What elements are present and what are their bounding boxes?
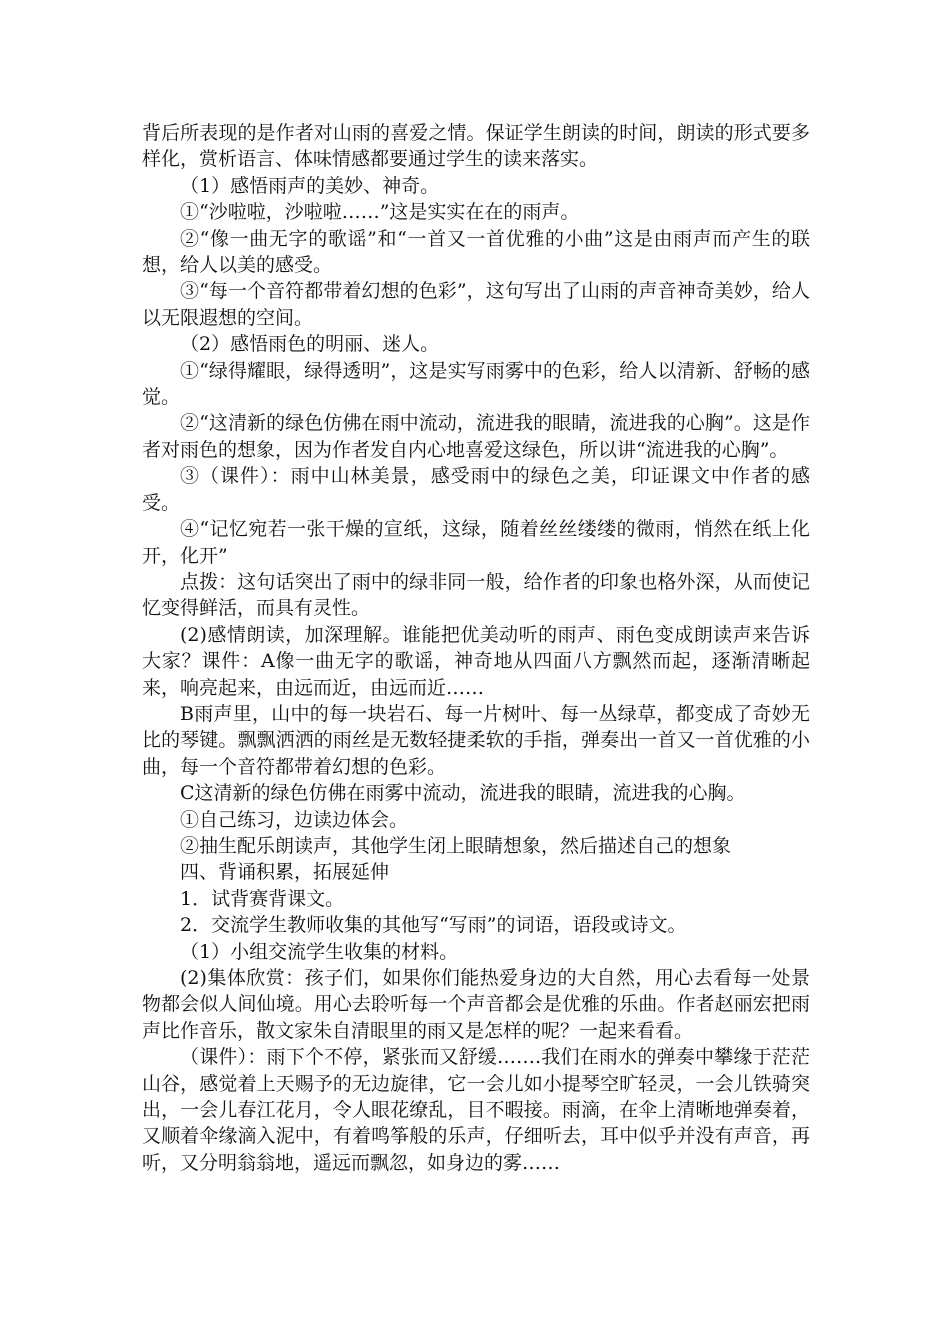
paragraph: （1）小组交流学生收集的材料。 (180, 940, 459, 963)
paragraph: ③“每一个音符都带着幻想的色彩”，这句写出了山雨的声音神奇美妙，给人以无限遐想的空间。 (142, 280, 810, 329)
paragraph: 背后所表现的是作者对山雨的喜爱之情。保证学生朗读的时间，朗读的形式要多样化，赏析语言、体味情感都要通过学生的读来落实。 (142, 122, 810, 171)
paragraph: ①“绿得耀眼，绿得透明”，这是实写雨雾中的色彩，给人以清新、舒畅的感觉。 (142, 359, 810, 409)
paragraph: （2）感悟雨色的明丽、迷人。 (180, 333, 440, 356)
paragraph: ③（课件）：雨中山林美景，感受雨中的绿色之美，印证课文中作者的感受。 (142, 465, 810, 514)
paragraph: 1．试背赛背课文。 (180, 887, 345, 910)
paragraph: ②“像一曲无字的歌谣”和“一首又一首优雅的小曲”这是由雨声而产生的联想，给人以美的感受。 (142, 227, 810, 277)
section-heading: 四、背诵积累，拓展延伸 (180, 861, 390, 884)
paragraph: (2)集体欣赏：孩子们，如果你们能热爱身边的大自然，用心去看每一处景物都会似人间仙境。用心去聆听每一个声音都会是优雅的乐曲。作者赵丽宏把雨声比作音乐，散文家朱自清眼里的雨又是怎样的呢？一起来看看。 (142, 967, 810, 1042)
paragraph: （课件）：雨下个不停，紧张而又舒缓…….我们在雨水的弹奏中攀缘于茫茫山谷，感觉着上天赐予的无边旋律，它一会儿如小提琴空旷轻灵，一会儿铁骑突出，一会儿春江花月，令人眼花缭乱，目不暇接。雨滴，在伞上清晰地弹奏着，又顺着伞缘滴入泥中，有着鸣筝般的乐声，仔细听去，耳中似乎并没有声音，再听，又分明翁翁地，遥远而飘忽，如身边的雾…… (142, 1046, 810, 1174)
document-body (142, 120, 810, 1176)
paragraph: ①“沙啦啦，沙啦啦……”这是实实在在的雨声。 (180, 201, 580, 224)
paragraph: （1）感悟雨声的美妙、神奇。 (180, 174, 440, 197)
paragraph: 2．交流学生教师收集的其他写“写雨”的词语，语段或诗文。 (180, 914, 687, 937)
paragraph: 点拨：这句话突出了雨中的绿非同一般，给作者的印象也格外深，从而使记忆变得鲜活，而具有灵性。 (142, 570, 810, 620)
paragraph: ②抽生配乐朗读声，其他学生闭上眼睛想象，然后描述自己的想象 (180, 834, 732, 857)
paragraph: B雨声里，山中的每一块岩石、每一片树叶、每一丛绿草，都变成了奇妙无比的琴键。飘飘洒洒的雨丝是无数轻捷柔软的手指，弹奏出一首又一首优雅的小曲，每一个音符都带着幻想的色彩。 (142, 702, 810, 778)
paragraph: ①自己练习，边读边体会。 (180, 808, 409, 831)
paragraph: (2)感情朗读，加深理解。谁能把优美动听的雨声、雨色变成朗读声来告诉大家？课件：A像一曲无字的歌谣，神奇地从四面八方飘然而起，逐渐清晰起来，响亮起来，由远而近，由远而近…… (142, 623, 810, 699)
paragraph: C这清新的绿色仿佛在雨雾中流动，流进我的眼睛，流进我的心胸。 (180, 782, 746, 805)
paragraph: ④“记忆宛若一张干燥的宣纸，这绿，随着丝丝缕缕的微雨，悄然在纸上化开，化开” (142, 518, 810, 567)
paragraph: ②“这清新的绿色仿佛在雨中流动，流进我的眼睛，流进我的心胸”。这是作者对雨色的想象，因为作者发自内心地喜爱这绿色，所以讲“流进我的心胸”。 (142, 412, 810, 461)
